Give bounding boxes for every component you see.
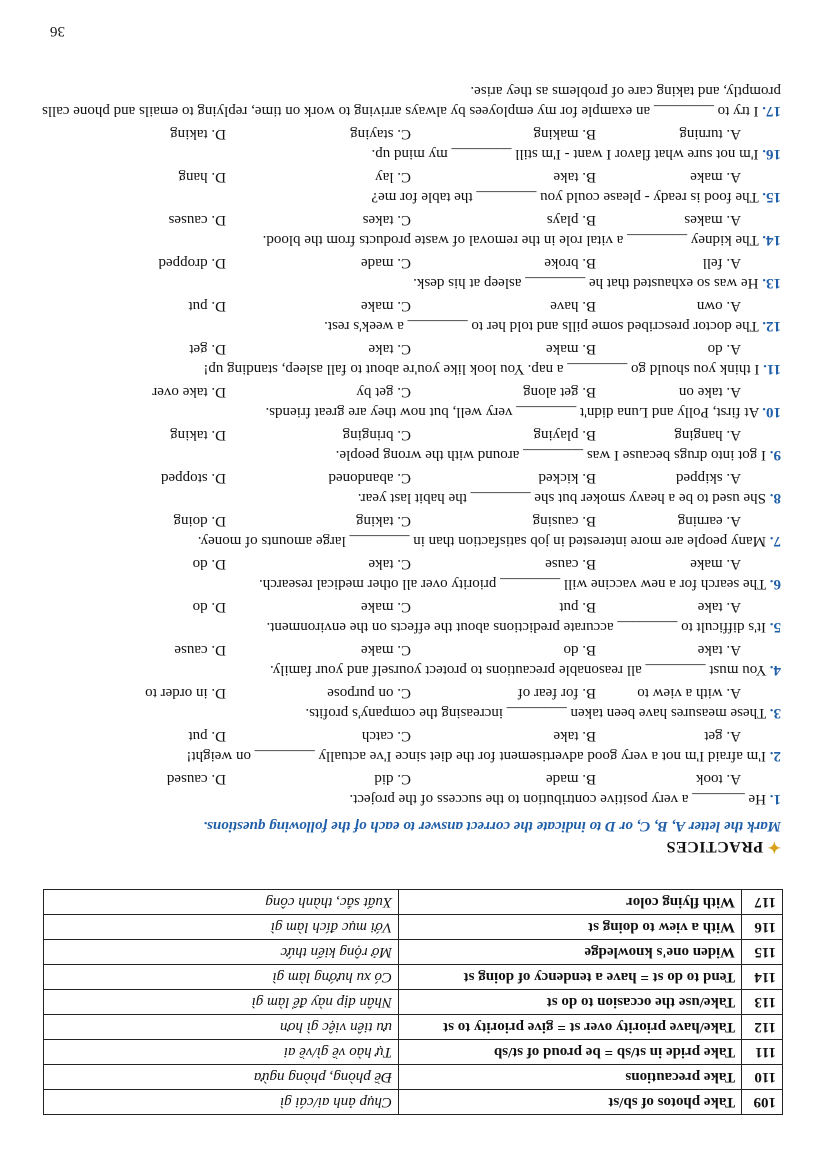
answer-options: [41, 253, 781, 273]
question-item: [41, 207, 781, 250]
vocab-phrase: Widen one's knowledge: [399, 940, 742, 965]
question-text: These measures have been taken ________ increasing the company's profits.: [305, 705, 767, 721]
vocab-meaning: ưu tiên việc gì hơn: [44, 1015, 399, 1040]
question-item: [41, 422, 781, 465]
page-number: 36: [50, 23, 65, 39]
vocab-row: [44, 1015, 783, 1040]
answer-option: B. kicked: [538, 470, 596, 486]
question-number: 8.: [769, 490, 781, 506]
answer-options: [41, 339, 781, 359]
answer-option: A. get: [704, 728, 741, 744]
vocab-meaning: Có xu hướng làm gì: [44, 965, 399, 990]
answer-option: D. take over: [152, 384, 226, 400]
question-line: [41, 359, 781, 379]
question-number: 11.: [763, 361, 781, 377]
answer-option: C. get by: [356, 384, 411, 400]
answer-option: A. make: [690, 556, 741, 572]
question-item: [41, 723, 781, 766]
question-number: 16.: [762, 146, 781, 162]
vocab-row: [44, 1040, 783, 1065]
question-text: The doctor prescribed some pills and told her to ________ a week's rest.: [324, 318, 759, 334]
answer-option: D. do: [192, 599, 226, 615]
answer-options: [41, 210, 781, 230]
question-line: [41, 273, 781, 293]
question-number: 3.: [769, 705, 781, 721]
question-number: 1.: [769, 791, 781, 807]
practices-title: PRACTICES: [666, 838, 764, 855]
answer-option: D. taking: [170, 126, 226, 142]
vocab-row: [44, 990, 783, 1015]
question-line: [41, 789, 781, 809]
question-text: It's difficult to ________ accurate predictions about the effects on the environment.: [266, 619, 766, 635]
vocab-num: 114: [742, 965, 783, 990]
question-line: [41, 746, 781, 766]
answer-options: [41, 167, 781, 187]
answer-option: A. take: [697, 599, 741, 615]
answer-option: D. taking: [170, 427, 226, 443]
question-line: [41, 316, 781, 336]
question-text: I'm afraid I'm not a very good advertisement for the diet since I've actually ________ on weight!: [186, 748, 766, 764]
question-item: [41, 465, 781, 508]
question-number: 6.: [769, 576, 781, 592]
answer-options: [41, 554, 781, 574]
vocab-num: 112: [742, 1015, 783, 1040]
answer-option: C. make: [361, 298, 411, 314]
question-item: [41, 680, 781, 723]
answer-option: D. cause: [174, 642, 226, 658]
question-text: She used to be a heavy smoker but she ________ the habit last year.: [357, 490, 766, 506]
answer-option: D. hang: [178, 169, 226, 185]
question-item: [41, 766, 781, 809]
vocab-num: 113: [742, 990, 783, 1015]
vocab-meaning: Đề phòng, phòng ngừa: [44, 1065, 399, 1090]
question-text: The food is ready - please could you ________ the table for me?: [371, 189, 759, 205]
answer-option: C. made: [361, 255, 411, 271]
answer-option: A. turning: [679, 126, 741, 142]
answer-options: [41, 726, 781, 746]
answer-option: B. plays: [546, 212, 596, 228]
vocab-phrase: Take precautions: [399, 1065, 742, 1090]
question-line: [41, 531, 781, 551]
answer-option: B. causing: [532, 513, 596, 529]
question-text: I think you should go ________ a nap. You look like you're about to fall asleep, standing up!: [203, 361, 760, 377]
answer-option: B. making: [533, 126, 596, 142]
vocab-meaning: Nhân dịp này để làm gì: [44, 990, 399, 1015]
answer-option: B. cause: [545, 556, 596, 572]
answer-option: D. causes: [168, 212, 226, 228]
answer-options: [41, 296, 781, 316]
answer-option: C. on purpose: [327, 685, 411, 701]
vocab-num: 111: [742, 1040, 783, 1065]
vocab-row: [44, 890, 783, 915]
answer-option: A. with a view to: [637, 685, 741, 701]
question-number: 7.: [769, 533, 781, 549]
vocab-num: 109: [742, 1090, 783, 1115]
question-text: You must ________ all reasonable precautions to protect yourself and your family.: [269, 662, 767, 678]
answer-option: B. made: [546, 771, 596, 787]
question-item: [41, 594, 781, 637]
answer-option: A. fell: [702, 255, 741, 271]
vocab-meaning: Mở rộng kiến thức: [44, 940, 399, 965]
answer-option: D. doing: [173, 513, 226, 529]
question-line: [41, 445, 781, 465]
answer-options: [41, 640, 781, 660]
question-item: [41, 293, 781, 336]
answer-option: C. bringing: [342, 427, 411, 443]
answer-option: C. make: [361, 599, 411, 615]
question-item: [41, 508, 781, 551]
question-text: At first, Polly and Luna didn't ________ very well, but now they are great friends.: [265, 404, 760, 420]
vocab-phrase: Take/have priority over st = give priority to st: [399, 1015, 742, 1040]
answer-option: B. for fear of: [517, 685, 596, 701]
question-line: [41, 703, 781, 723]
question-text: He _______ a very positive contribution to the success of the project.: [349, 791, 766, 807]
question-number: 14.: [762, 232, 781, 248]
answer-option: C. make: [361, 642, 411, 658]
question-number: 4.: [769, 662, 781, 678]
vocab-num: 116: [742, 915, 783, 940]
question-text: He was so exhausted that he ________ asleep at his desk.: [413, 275, 759, 291]
answer-options: [41, 425, 781, 445]
answer-option: A. hanging: [674, 427, 741, 443]
question-number: 13.: [762, 275, 781, 291]
question-line: [41, 81, 781, 121]
answer-option: C. taking: [356, 513, 411, 529]
question-text: The kidney ________ a vital role in the removal of waste products from the blood.: [262, 232, 759, 248]
question-text: I got into drugs because I was ________ around with the wrong people.: [335, 447, 766, 463]
answer-option: C. did: [374, 771, 411, 787]
vocab-num: 115: [742, 940, 783, 965]
answer-option: A. own: [696, 298, 741, 314]
answer-option: A. make: [690, 169, 741, 185]
question-number: 12.: [762, 318, 781, 334]
question-number: 5.: [769, 619, 781, 635]
vocab-phrase: Take pride in st/sb = be proud of st/sb: [399, 1040, 742, 1065]
answer-option: B. do: [563, 642, 596, 658]
answer-option: B. take: [553, 728, 596, 744]
answer-option: A. skipped: [676, 470, 741, 486]
answer-option: C. abandoned: [328, 470, 411, 486]
question-item: [41, 250, 781, 293]
answer-option: D. caused: [166, 771, 226, 787]
practices-instruction: Mark the letter A, B, C, or D to indicate the correct answer to each of the following questions.: [203, 818, 781, 834]
answer-options: [41, 124, 781, 144]
answer-option: B. take: [553, 169, 596, 185]
practices-heading: [666, 837, 781, 857]
vocab-phrase: With a view to doing st: [399, 915, 742, 940]
question-item: [41, 336, 781, 379]
question-line: [41, 574, 781, 594]
answer-option: D. in order to: [145, 685, 226, 701]
question-number: 9.: [769, 447, 781, 463]
question-number: 17.: [762, 103, 781, 119]
question-item: [41, 58, 781, 121]
answer-option: B. have: [550, 298, 596, 314]
question-line: [41, 230, 781, 250]
question-text: The search for a new vaccine will ________ priority over all other medical research.: [258, 576, 767, 592]
answer-option: C. staying: [350, 126, 411, 142]
question-item: [41, 164, 781, 207]
answer-option: C. catch: [361, 728, 411, 744]
answer-options: [41, 382, 781, 402]
answer-option: D. do: [192, 556, 226, 572]
answer-options: [41, 468, 781, 488]
vocab-meaning: Với mục đích làm gì: [44, 915, 399, 940]
answer-option: C. lay: [375, 169, 411, 185]
vocab-meaning: Tự hào về gì/về ai: [44, 1040, 399, 1065]
star-icon: ✦: [767, 838, 781, 855]
question-line: [41, 187, 781, 207]
vocab-phrase: Take/use the occasion to do st: [399, 990, 742, 1015]
answer-option: A. took: [696, 771, 741, 787]
answer-option: D. dropped: [158, 255, 226, 271]
answer-option: D. stopped: [161, 470, 226, 486]
answer-option: A. take on: [678, 384, 741, 400]
question-line: [41, 144, 781, 164]
vocab-meaning: Chụp ảnh ai/cái gì: [44, 1090, 399, 1115]
answer-option: A. take: [697, 642, 741, 658]
vocab-meaning: Xuất sắc, thành công: [44, 890, 399, 915]
vocab-row: [44, 940, 783, 965]
answer-options: [41, 683, 781, 703]
question-number: 15.: [762, 189, 781, 205]
answer-option: D. get: [189, 341, 226, 357]
answer-option: C. takes: [362, 212, 411, 228]
question-line: [41, 488, 781, 508]
question-line: [41, 402, 781, 422]
question-item: [41, 551, 781, 594]
vocab-phrase: With flying color: [399, 890, 742, 915]
answer-option: B. make: [546, 341, 596, 357]
answer-option: B. playing: [533, 427, 596, 443]
answer-options: [41, 769, 781, 789]
answer-option: A. do: [707, 341, 741, 357]
question-line: [41, 660, 781, 680]
vocab-num: 110: [742, 1065, 783, 1090]
question-item: [41, 379, 781, 422]
vocab-table: [43, 889, 783, 1115]
question-number: 10.: [762, 404, 781, 420]
vocab-row: [44, 915, 783, 940]
answer-option: C. take: [368, 341, 411, 357]
answer-options: [41, 511, 781, 531]
answer-option: D. put: [188, 728, 226, 744]
question-item: [41, 121, 781, 164]
answer-option: C. take: [368, 556, 411, 572]
question-item: [41, 637, 781, 680]
question-text: I try to ________ an example for my employees by always arriving to work on time, replying to emails and phone calls promptly, and taking care of problems as they arise.: [42, 83, 781, 119]
question-number: 2.: [769, 748, 781, 764]
answer-option: D. put: [188, 298, 226, 314]
question-text: I'm not sure what flavor I want - I'm still ________ my mind up.: [371, 146, 759, 162]
answer-option: A. earning: [677, 513, 741, 529]
answer-option: B. broke: [544, 255, 596, 271]
question-text: Many people are more interested in job satisfaction than in ________ large amounts of money.: [197, 533, 766, 549]
vocab-phrase: Tend to do st = have a tendency of doing st: [399, 965, 742, 990]
answer-options: [41, 597, 781, 617]
vocab-row: [44, 1090, 783, 1115]
answer-option: B. put: [559, 599, 596, 615]
answer-option: B. get along: [523, 384, 596, 400]
question-line: [41, 617, 781, 637]
vocab-phrase: Take photos of sb/st: [399, 1090, 742, 1115]
question-list: [41, 58, 781, 809]
answer-option: A. makes: [684, 212, 741, 228]
vocab-num: 117: [742, 890, 783, 915]
vocab-row: [44, 1065, 783, 1090]
vocab-row: [44, 965, 783, 990]
